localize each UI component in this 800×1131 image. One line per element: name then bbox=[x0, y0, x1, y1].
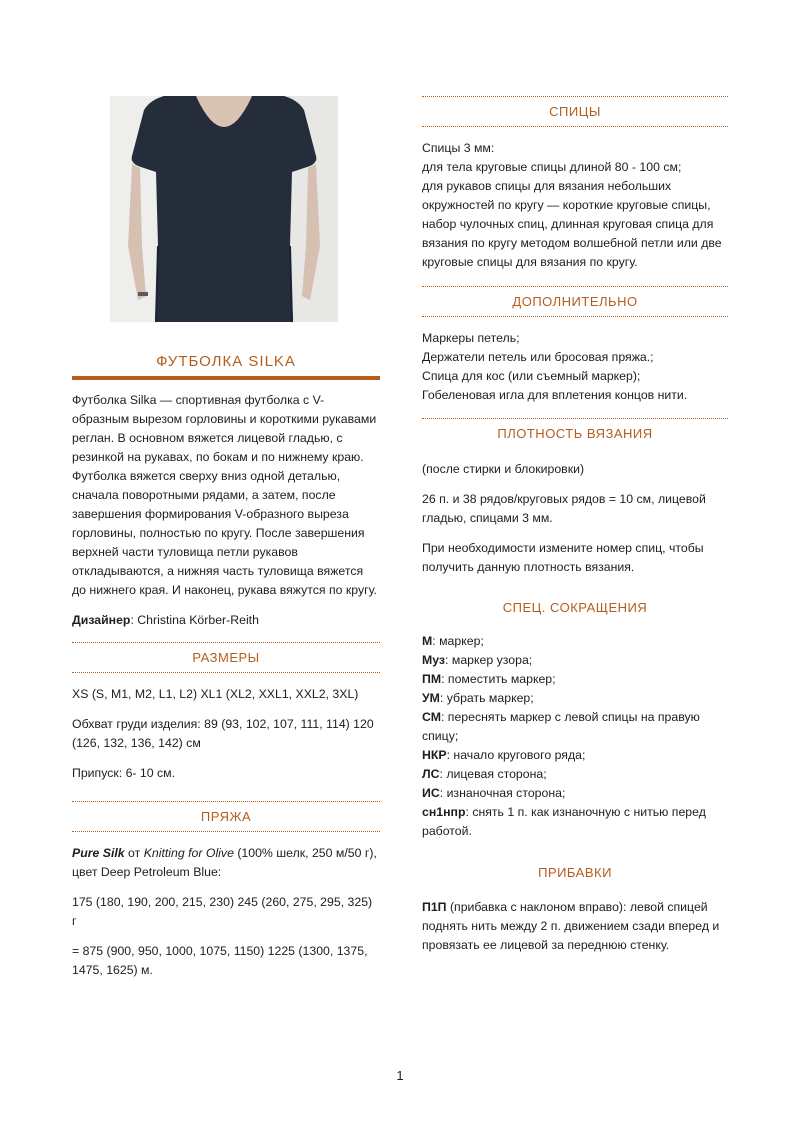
abbreviation-code: НКР bbox=[422, 748, 447, 762]
abbreviation-code: УМ bbox=[422, 691, 440, 705]
sizes-heading: РАЗМЕРЫ bbox=[72, 642, 380, 673]
yarn-grams: 175 (180, 190, 200, 215, 230) 245 (260, 275, 295, 325) г bbox=[72, 895, 373, 928]
abbreviation-code: М bbox=[422, 634, 433, 648]
increase-definition bbox=[422, 898, 728, 955]
right-column bbox=[422, 96, 728, 955]
gauge-advice: При необходимости измените номер спиц, чтобы получить данную плотность вязания. bbox=[422, 541, 704, 574]
page-number: 1 bbox=[396, 1068, 404, 1083]
yarn-details: (100% шелк, 250 м/50 г), цвет Deep Petroleum Blue: bbox=[72, 846, 377, 879]
abbreviation-text: : переснять маркер с левой спицы на правую спицу; bbox=[422, 710, 700, 743]
abbreviation-item bbox=[422, 746, 728, 765]
abbreviation-code: ПМ bbox=[422, 672, 442, 686]
yarn-brand: Knitting for Olive bbox=[143, 846, 234, 860]
chest-size: Обхват груди изделия: 89 (93, 102, 107, 111, 114) 120 (126, 132, 136, 142) см bbox=[72, 717, 374, 750]
abbreviation-item bbox=[422, 651, 728, 670]
gauge-values: 26 п. и 38 рядов/круговых рядов = 10 см, лицевой гладью, спицами 3 мм. bbox=[422, 492, 706, 525]
abbreviation-item bbox=[422, 784, 728, 803]
designer-label: Дизайнер bbox=[72, 613, 131, 627]
yarn-meters: = 875 (900, 950, 1000, 1075, 1150) 1225 (1300, 1375, 1475, 1625) м. bbox=[72, 944, 368, 977]
abbreviation-code: ИС bbox=[422, 786, 440, 800]
yarn-from: от bbox=[124, 846, 144, 860]
left-column bbox=[72, 96, 380, 980]
abbreviation-text: : маркер узора; bbox=[445, 653, 533, 667]
abbreviation-item bbox=[422, 803, 728, 841]
abbreviation-item bbox=[422, 689, 728, 708]
increase-text: (прибавка с наклоном вправо): левой спицей поднять нить между 2 п. движением сзади вперед и провязать ее лицевой за переднюю стенку. bbox=[422, 900, 720, 952]
yarn-name: Pure Silk bbox=[72, 846, 125, 860]
designer-line bbox=[72, 611, 380, 630]
abbreviation-text: : снять 1 п. как изнаночную с нитью перед работой. bbox=[422, 805, 706, 838]
ease: Припуск: 6- 10 см. bbox=[72, 766, 176, 780]
product-photo bbox=[110, 96, 338, 322]
increase-abbr: П1П bbox=[422, 900, 447, 914]
needles-text: Спицы 3 мм: для тела круговые спицы длиной 80 - 100 см; для рукавов спицы для вязания небольших окружностей по кругу — короткие круговые спицы, набор чулочных спиц, длинная круговая спица для вязания по кругу методом волшебной петли или две круговые спицы для вязания по кругу. bbox=[422, 141, 722, 269]
gauge-note: (после стирки и блокировки) bbox=[422, 462, 585, 476]
abbreviation-item bbox=[422, 708, 728, 746]
sizes-list: XS (S, M1, M2, L1, L2) XL1 (XL2, XXL1, XXL2, 3XL) bbox=[72, 687, 359, 701]
needles-heading: СПИЦЫ bbox=[422, 96, 728, 127]
abbreviation-code: сн1нпр bbox=[422, 805, 466, 819]
gauge-heading: ПЛОТНОСТЬ ВЯЗАНИЯ bbox=[422, 418, 728, 448]
designer-name: : Christina Körber-Reith bbox=[130, 613, 259, 627]
pattern-title: ФУТБОЛКА SILKA bbox=[156, 353, 296, 370]
extra-heading: ДОПОЛНИТЕЛЬНО bbox=[422, 286, 728, 317]
abbreviations-heading: СПЕЦ. СОКРАЩЕНИЯ bbox=[502, 600, 648, 615]
abbreviation-code: Муз bbox=[422, 653, 446, 667]
increases-heading: ПРИБАВКИ bbox=[538, 865, 612, 880]
abbreviation-text: : лицевая сторона; bbox=[439, 767, 547, 781]
abbreviation-item bbox=[422, 765, 728, 784]
abbreviation-text: : изнаночная сторона; bbox=[439, 786, 566, 800]
abbreviation-item bbox=[422, 632, 728, 651]
abbreviation-item bbox=[422, 670, 728, 689]
abbreviation-text: : маркер; bbox=[432, 634, 484, 648]
title-divider bbox=[72, 376, 380, 380]
abbreviation-text: : поместить маркер; bbox=[441, 672, 556, 686]
abbreviation-code: СМ bbox=[422, 710, 441, 724]
abbreviation-code: ЛС bbox=[422, 767, 440, 781]
abbreviation-text: : начало кругового ряда; bbox=[446, 748, 586, 762]
yarn-heading: ПРЯЖА bbox=[72, 801, 380, 832]
abbreviations-list bbox=[422, 632, 728, 841]
description: Футболка Silka — спортивная футболка с V-образным вырезом горловины и короткими рукавами реглан. В основном вяжется лицевой гладью, с резинкой на рукавах, по бокам и по нижнему краю. Футболка вяжется сверху вниз одной деталью, сначала поворотными рядами, а затем, после завершения формирования V-образного выреза горловины, полностью по кругу. После завершения верхней части туловища петли рукавов откладываются, а нижняя часть туловища вяжется до нижнего края. И наконец, рукава вяжутся по кругу. bbox=[72, 393, 377, 597]
extra-text: Маркеры петель; Держатели петель или бросовая пряжа.; Спица для кос (или съемный маркер); Гобеленовая игла для вплетения концов нити. bbox=[422, 331, 688, 402]
yarn-info bbox=[72, 844, 380, 882]
abbreviation-text: : убрать маркер; bbox=[439, 691, 534, 705]
